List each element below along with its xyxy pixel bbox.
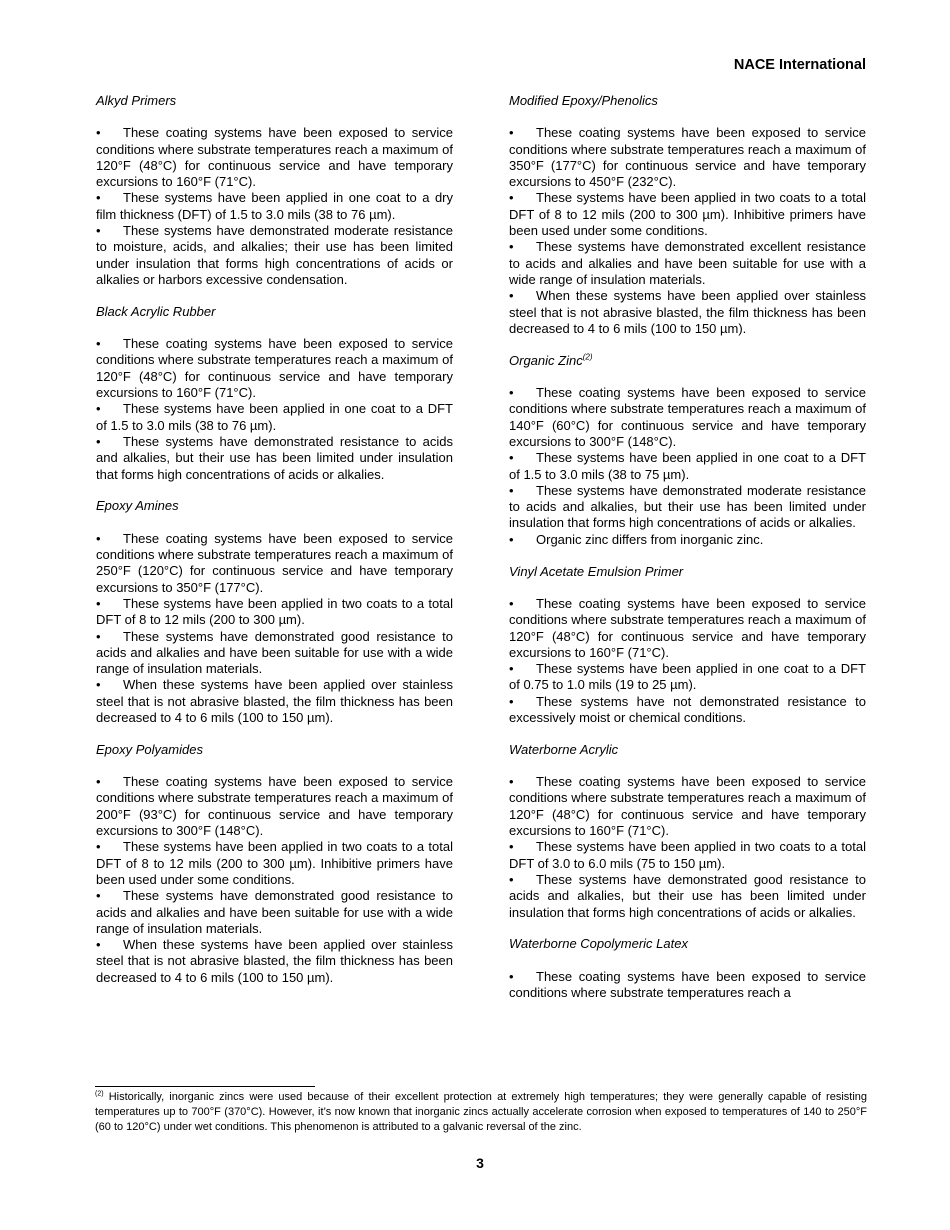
bullet-icon: • [509,531,514,547]
bullet-item: • These coating systems have been exposed to service conditions where substrate temperatures reach a maximum of 120°F (48°C) for continuous service and have temporary excursions to 160°F (71°C). [509,774,866,839]
bullet-icon: • [96,530,101,546]
bullet-item: • These systems have been applied in two coats to a total DFT of 3.0 to 6.0 mils (75 to 150 µm). [509,839,866,871]
bullet-icon: • [96,401,101,417]
bullet-item: • These coating systems have been exposed to service conditions where substrate temperatures reach a maximum of 120°F (48°C) for continuous service and have temporary excursions to 160°F (71°C). [96,125,453,190]
bullet-item: • These systems have been applied in one coat to a DFT of 1.5 to 3.0 mils (38 to 75 µm). [509,450,866,482]
section-heading: Modified Epoxy/Phenolics [509,93,658,108]
section-epoxy-polyamides [96,742,453,986]
bullet-icon: • [96,628,101,644]
bullet-icon: • [96,595,101,611]
bullet-item: • These coating systems have been exposed to service conditions where substrate temperatures reach a maximum of 120°F (48°C) for continuous service and have temporary excursions to 160°F (71°C). [509,595,866,660]
bullet-item: • Organic zinc differs from inorganic zinc. [509,531,764,547]
section-waterborne-copolymeric-latex [509,936,866,1001]
bullet-icon: • [509,693,514,709]
bullet-item: • These systems have been applied in two coats to a total DFT of 8 to 12 mils (200 to 300 µm). Inhibitive primers have been used under some conditions. [96,839,453,887]
right-column [509,93,866,1017]
bullet-item: • These systems have demonstrated moderate resistance to acids and alkalies, but their use has been limited under insulation that forms high concentrations of acids or alkalies. [509,482,866,531]
section-heading: Epoxy Amines [96,498,179,514]
bullet-icon: • [509,839,514,855]
bullet-item: • When these systems have been applied over stainless steel that is not abrasive blasted, the film thickness has been decreased to 4 to 6 mils (100 to 150 µm). [509,288,866,336]
section-heading: Waterborne Copolymeric Latex [509,936,688,952]
bullet-item: • These systems have been applied in one coat to a DFT of 0.75 to 1.0 mils (19 to 25 µm). [509,661,866,693]
section-modified-epoxy-phenolics [509,93,866,337]
section-heading: Organic Zinc$^{(2)}$ [509,352,593,368]
bullet-icon: • [509,661,514,677]
running-header: NACE International [733,57,866,73]
bullet-icon: • [509,239,514,255]
bullet-icon: • [509,774,514,790]
bullet-item: • These coating systems have been exposed to service conditions where substrate temperatures reach a maximum of 250°F (120°C) for continuous service and have temporary excursions to 350°F (177°C). [96,530,453,595]
section-heading: Black Acrylic Rubber [96,303,216,319]
bullet-icon: • [96,336,101,352]
left-column [96,93,453,1002]
section-heading: Alkyd Primers [96,93,177,108]
section-black-acrylic-rubber [96,304,453,483]
bullet-item: • These coating systems have been exposed to service conditions where substrate temperatures reach a maximum of 140°F (60°C) for continuous service and have temporary excursions to 300°F (148°C). [509,385,866,449]
bullet-icon: • [96,223,101,239]
bullet-item: • These coating systems have been exposed to service conditions where substrate temperatures reach a [509,968,866,1001]
bullet-item: • When these systems have been applied over stainless steel that is not abrasive blasted, the film thickness has been decreased to 4 to 6 mils (100 to 150 µm). [96,677,453,725]
bullet-icon: • [96,839,101,855]
footnote-reference[interactable]: (2) [582,352,593,362]
footnote [95,1090,867,1135]
bullet-item: • These systems have been applied in one coat to a dry film thickness (DFT) of 1.5 to 3.0 mils (38 to 76 µm). [96,190,453,222]
bullet-item: • These coating systems have been exposed to service conditions where substrate temperatures reach a maximum of 120°F (48°C) for continuous service and have temporary excursions to 160°F (71°C). [96,336,453,401]
bullet-item: • These systems have been applied in one coat to a DFT of 1.5 to 3.0 mils (38 to 76 µm). [96,401,453,433]
bullet-icon: • [509,595,514,611]
bullet-icon: • [509,288,514,304]
bullet-icon: • [509,125,514,141]
bullet-icon: • [96,190,101,206]
bullet-item: • When these systems have been applied over stainless steel that is not abrasive blasted, the film thickness has been decreased to 4 to 6 mils (100 to 150 µm). [96,937,453,985]
bullet-icon: • [509,871,514,887]
bullet-icon: • [509,450,514,466]
bullet-icon: • [96,888,101,904]
section-heading: Epoxy Polyamides [96,741,203,757]
section-heading: Vinyl Acetate Emulsion Primer [509,563,684,579]
section-vinyl-acetate-emulsion-primer [509,564,866,727]
bullet-icon: • [96,433,101,449]
bullet-icon: • [509,385,514,401]
bullet-item: • These coating systems have been exposed to service conditions where substrate temperatures reach a maximum of 350°F (177°C) for continuous service and have temporary excursions to 450°F (232°C). [509,125,866,190]
bullet-item: • These systems have demonstrated good resistance to acids and alkalies and have been suitable for use with a wide range of insulation materials. [96,888,453,936]
section-epoxy-amines [96,498,453,726]
footnote-marker: (2) [95,1090,104,1098]
bullet-icon: • [509,968,514,984]
bullet-item: • These systems have demonstrated good resistance to acids and alkalies, but their use has been limited under insulation that forms high concentrations of acids or alkalies. [509,871,866,920]
bullet-item: • These coating systems have been exposed to service conditions where substrate temperatures reach a maximum of 200°F (93°C) for continuous service and have temporary excursions to 300°F (148°C). [96,774,453,839]
bullet-icon: • [96,677,101,693]
bullet-item: • These systems have demonstrated excellent resistance to acids and alkalies and have been suitable for use with a wide range of insulation materials. [509,239,866,287]
bullet-item: • These systems have demonstrated resistance to acids and alkalies, but their use has been limited under insulation that forms high concentrations of acids or alkalies. [96,433,453,482]
bullet-icon: • [509,190,514,206]
bullet-item: • These systems have been applied in two coats to a total DFT of 8 to 12 mils (200 to 300 µm). [96,595,453,628]
section-waterborne-acrylic [509,742,866,921]
page-number: 3 [476,1155,484,1171]
section-organic-zinc [509,353,866,548]
bullet-item: • These systems have been applied in two coats to a total DFT of 8 to 12 mils (200 to 300 µm). Inhibitive primers have been used under some conditions. [509,190,866,239]
footnote-divider [95,1086,315,1087]
bullet-icon: • [96,774,101,790]
bullet-item: • These systems have demonstrated moderate resistance to moisture, acids, and alkalies; their use has been limited under insulation that forms high concentrations of acids or alkalies or harbors excessive condensation. [96,223,453,287]
bullet-icon: • [96,125,101,141]
bullet-item: • These systems have demonstrated good resistance to acids and alkalies and have been suitable for use with a wide range of insulation materials. [96,628,453,677]
bullet-icon: • [509,482,514,498]
section-alkyd-primers [96,93,453,288]
bullet-icon: • [96,937,101,953]
section-heading: Waterborne Acrylic [509,741,619,757]
footnote-text: Historically, inorganic zincs were used because of their excellent protection at extremely high temperatures; they were generally capable of resisting temperatures up to 700°F (370°C). However, it’s now known that inorganic zincs actually accelerate corrosion when exposed to temperatures of 140 to 250°F (60 to 120°C) under wet conditions. This phenomenon is attributed to a galvanic reversal of the zinc. [95,1091,867,1133]
bullet-item: • These systems have not demonstrated resistance to excessively moist or chemical conditions. [509,693,866,725]
